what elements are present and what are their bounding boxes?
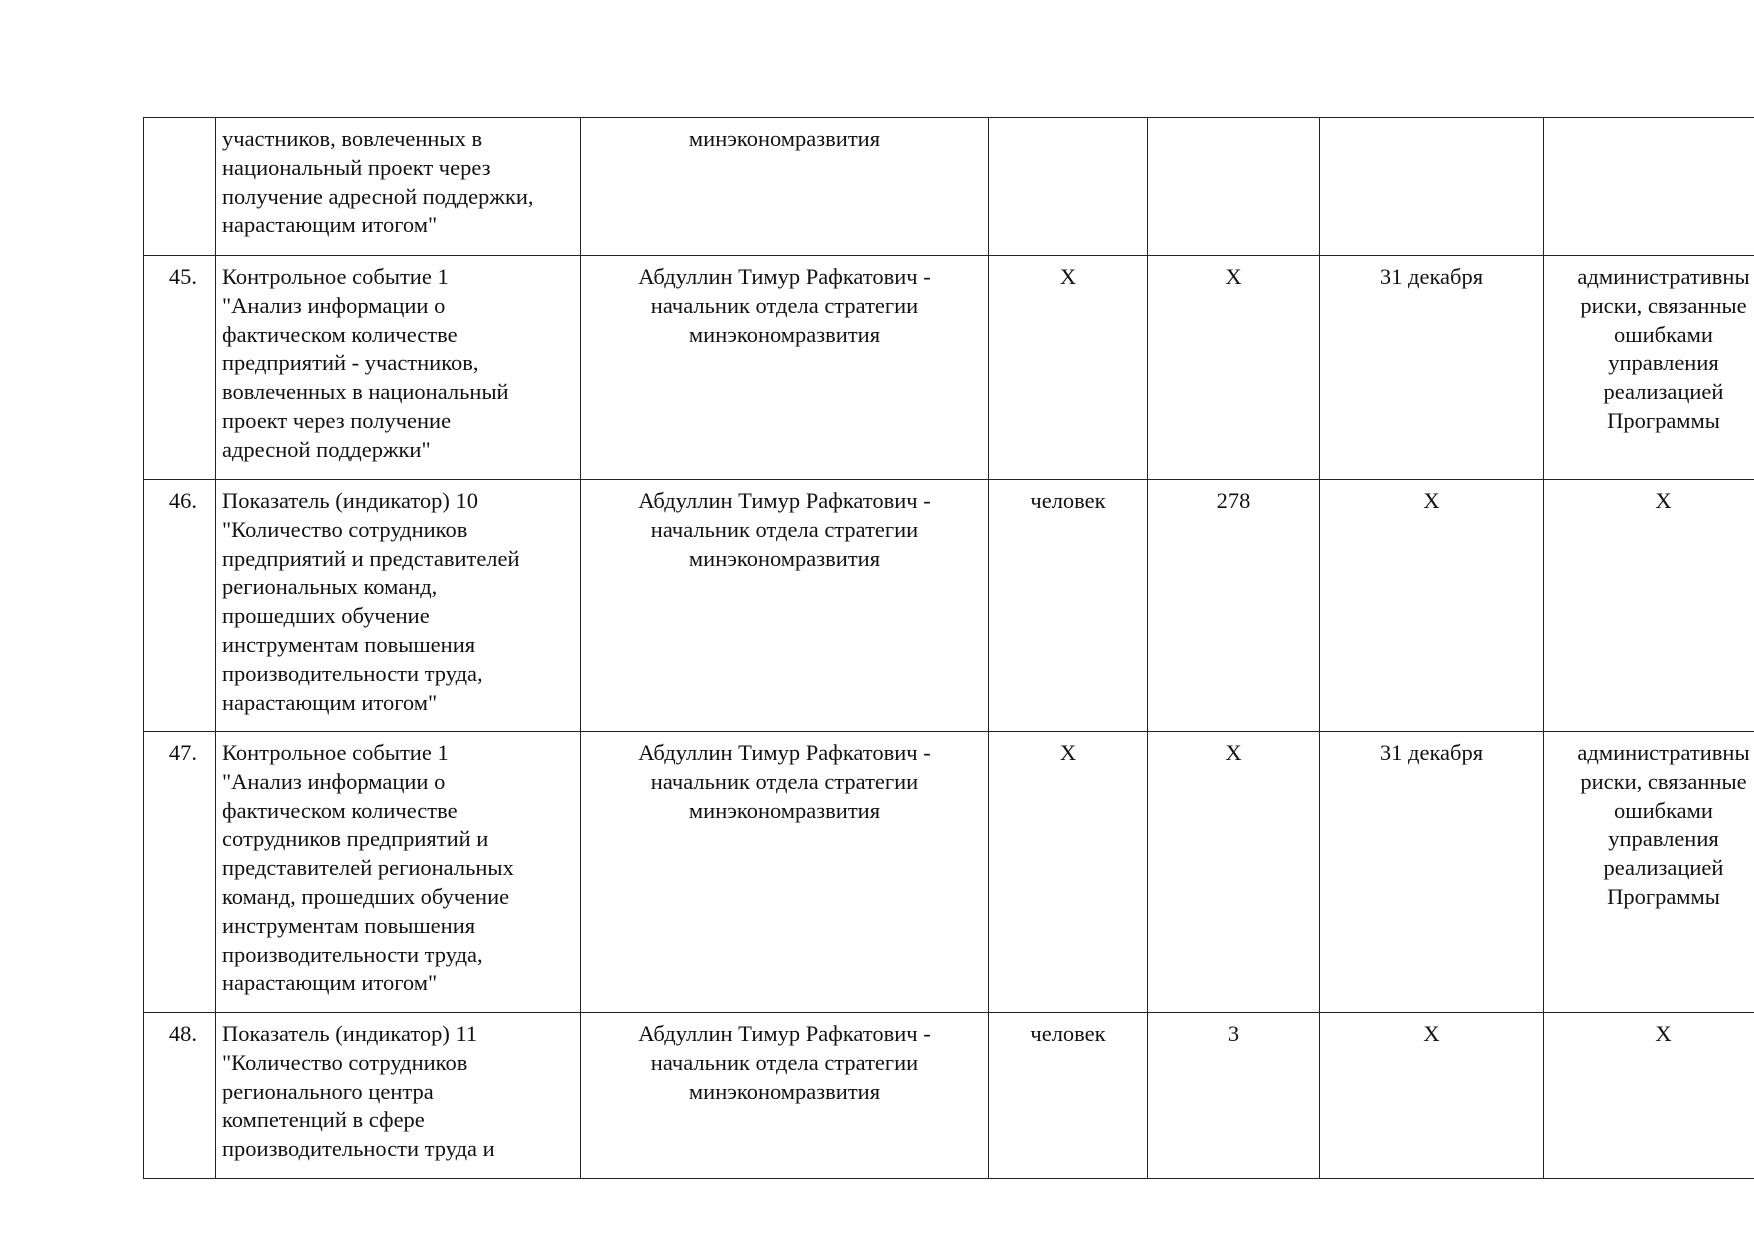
row-value [1148,118,1320,256]
row-unit [989,118,1148,256]
row-risks: административны риски, связанные ошибками управления реализацией Программы [1544,256,1754,480]
row-responsible: Абдуллин Тимур Рафкатович - начальник отдела стратегии минэкономразвития [581,732,989,1013]
row-responsible: Абдуллин Тимур Рафкатович - начальник отдела стратегии минэкономразвития [581,256,989,480]
program-table [143,117,1754,1179]
row-name: Показатель (индикатор) 11 "Количество сотрудников регионального центра компетенций в сфере производительности труда и [216,1013,581,1179]
row-unit: человек [989,1013,1148,1179]
row-responsible: минэкономразвития [581,118,989,256]
row-risks: административны риски, связанные ошибками управления реализацией Программы [1544,732,1754,1013]
row-value: X [1148,732,1320,1013]
row-number: 45. [144,256,216,480]
table-row [144,256,1754,480]
row-name: Показатель (индикатор) 10 "Количество сотрудников предприятий и представителей региональных команд, прошедших обучение инструментам повышения производительности труда, нарастающим итогом" [216,480,581,732]
row-number: 48. [144,1013,216,1179]
row-date: X [1320,1013,1544,1179]
row-value: X [1148,256,1320,480]
table-row [144,480,1754,732]
table-row [144,118,1754,256]
row-unit: X [989,732,1148,1013]
table-row [144,732,1754,1013]
row-value: 278 [1148,480,1320,732]
row-responsible: Абдуллин Тимур Рафкатович - начальник отдела стратегии минэкономразвития [581,480,989,732]
row-risks: X [1544,1013,1754,1179]
row-value: 3 [1148,1013,1320,1179]
row-unit: человек [989,480,1148,732]
row-name: Контрольное событие 1 "Анализ информации о фактическом количестве сотрудников предприятий и представителей региональных команд, прошедших обучение инструментам повышения производительности труда, нарастающим итогом" [216,732,581,1013]
row-date: 31 декабря [1320,256,1544,480]
row-number [144,118,216,256]
row-responsible: Абдуллин Тимур Рафкатович - начальник отдела стратегии минэкономразвития [581,1013,989,1179]
row-risks: X [1544,480,1754,732]
table-row [144,1013,1754,1179]
row-name: участников, вовлеченных в национальный проект через получение адресной поддержки, нарастающим итогом" [216,118,581,256]
row-date: 31 декабря [1320,732,1544,1013]
row-date: X [1320,480,1544,732]
row-date [1320,118,1544,256]
row-unit: X [989,256,1148,480]
row-name: Контрольное событие 1 "Анализ информации о фактическом количестве предприятий - участников, вовлеченных в национальный проект через получение адресной поддержки" [216,256,581,480]
row-number: 46. [144,480,216,732]
row-risks [1544,118,1754,256]
row-number: 47. [144,732,216,1013]
